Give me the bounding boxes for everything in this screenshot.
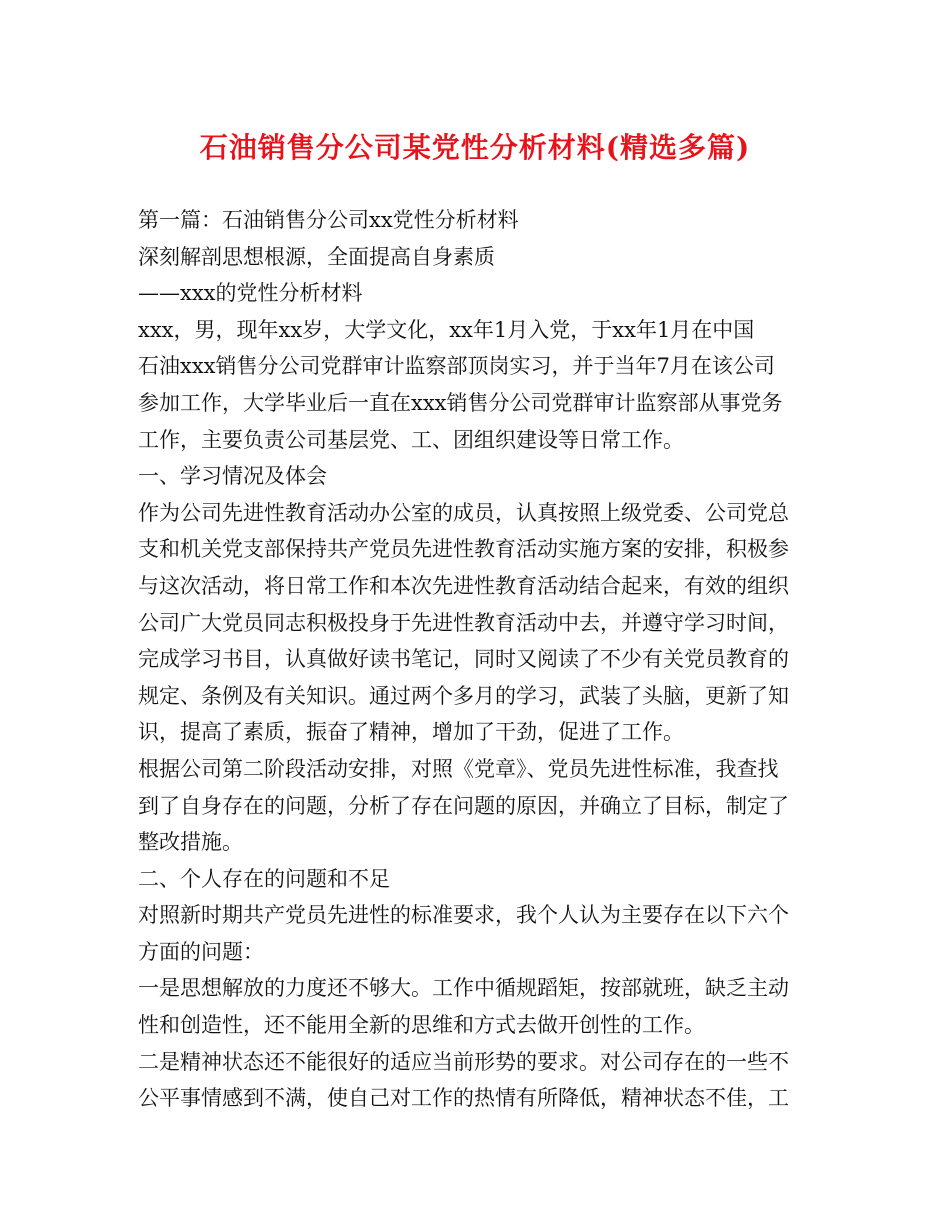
body-line: 完成学习书目，认真做好读书笔记，同时又阅读了不少有关党员教育的 (138, 647, 789, 672)
body-line: ——xxx的党性分析材料 (138, 281, 363, 306)
body-line: 到了自身存在的问题，分析了存在问题的原因，并确立了目标，制定了 (138, 793, 789, 818)
body-line: 二是精神状态还不能很好的适应当前形势的要求。对公司存在的一些不 (138, 1049, 789, 1074)
body-line: 公平事情感到不满，使自己对工作的热情有所降低，精神状态不佳，工 (138, 1086, 789, 1111)
body-line: 支和机关党支部保持共产党员先进性教育活动实施方案的安排，积极参 (138, 537, 789, 562)
body-line: 方面的问题： (138, 939, 264, 964)
document-body (138, 202, 814, 1117)
document-title: 石油销售分公司某党性分析材料(精选多篇) (199, 131, 751, 164)
section-heading: 一、学习情况及体会 (138, 464, 327, 489)
body-line: 石油xxx销售分公司党群审计监察部顶岗实习，并于当年7月在该公司 (138, 354, 775, 379)
body-line: 工作，主要负责公司基层党、工、团组织建设等日常工作。 (138, 427, 684, 452)
body-line: 整改措施。 (138, 830, 243, 855)
body-line: 作为公司先进性教育活动办公室的成员，认真按照上级党委、公司党总 (138, 500, 789, 525)
body-line: 第一篇：石油销售分公司xx党性分析材料 (138, 208, 519, 232)
section-heading: 二、个人存在的问题和不足 (138, 866, 390, 891)
body-line: 识，提高了素质，振奋了精神，增加了干劲，促进了工作。 (138, 720, 684, 745)
body-line: 参加工作，大学毕业后一直在xxx销售分公司党群审计监察部从事党务 (138, 390, 783, 415)
body-line: 对照新时期共产党员先进性的标准要求，我个人认为主要存在以下六个 (138, 903, 789, 928)
body-line: 根据公司第二阶段活动安排，对照《党章》、党员先进性标准，我查找 (138, 756, 779, 781)
body-line: 公司广大党员同志积极投身于先进性教育活动中去，并遵守学习时间， (138, 610, 789, 635)
body-line: xxx，男，现年xx岁，大学文化，xx年1月入党，于xx年1月在中国 (138, 317, 755, 342)
body-line: 规定、条例及有关知识。通过两个多月的学习，武装了头脑，更新了知 (138, 683, 789, 708)
body-line: 深刻解剖思想根源，全面提高自身素质 (138, 244, 495, 269)
body-line: 一是思想解放的力度还不够大。工作中循规蹈矩，按部就班，缺乏主动 (138, 976, 789, 1001)
body-line: 与这次活动，将日常工作和本次先进性教育活动结合起来，有效的组织 (138, 573, 789, 598)
body-line: 性和创造性，还不能用全新的思维和方式去做开创性的工作。 (138, 1013, 705, 1038)
